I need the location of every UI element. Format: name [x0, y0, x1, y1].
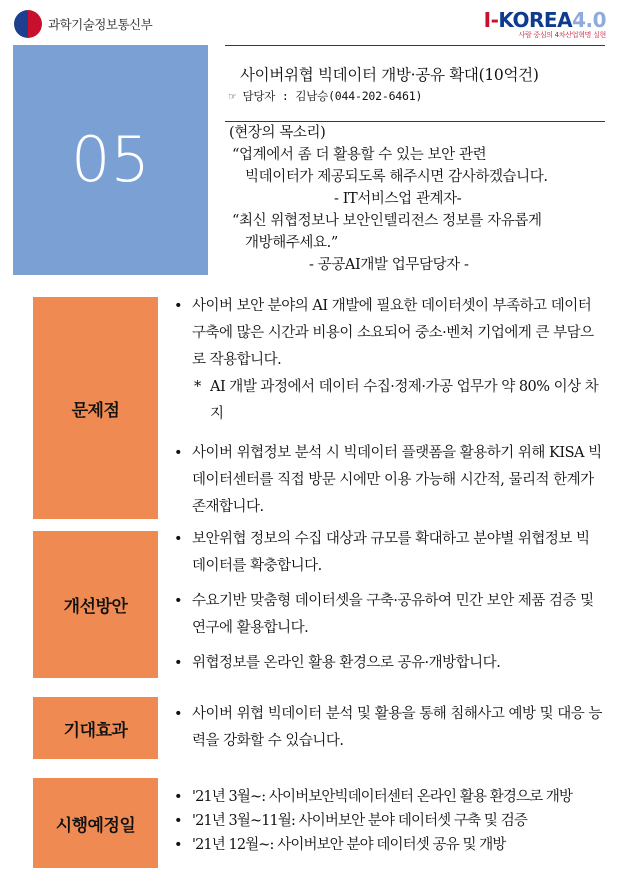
item-number: 05 [71, 123, 150, 196]
problem-content [172, 293, 602, 521]
voice-line: “업계에서 좀 더 활용할 수 있는 보안 관련 [232, 147, 487, 163]
problem-note: * AI 개발 과정에서 데이터 수집·정제·가공 업무가 약 80% 이상 차지 [172, 374, 602, 428]
government-emblem-icon [14, 10, 42, 38]
problem-bullet-2: • 사이버 위협정보 분석 시 빅데이터 플랫폼을 활용하기 위해 KISA 빅데이터센터를 직접 방문 시에만 이용 가능해 시간적, 물리적 한계가 존재합니다. [172, 440, 602, 521]
schedule-bullet-1: • '21년 3월~: 사이버보안빅데이터센터 온라인 활용 환경으로 개방 [172, 785, 602, 809]
i-korea-logo: I-KOREA4.0 사람 중심의 4차산업혁명 실현 [483, 8, 606, 39]
ministry-name: 과학기술정보통신부 [48, 17, 153, 32]
effect-bullet-1: • 사이버 위협 빅데이터 분석 및 활용을 통해 침해사고 예방 및 대응 능력을 강화할 수 있습니다. [172, 701, 602, 755]
brand-tagline: 사람 중심의 4차산업혁명 실현 [518, 31, 606, 39]
problem-bullet-1: • 사이버 보안 분야의 AI 개발에 필요한 데이터셋이 부족하고 데이터 구축에 많은 시간과 비용이 소요되어 중소·벤처 기업에게 큰 부담으로 작용합니다. [172, 293, 602, 374]
effect-content [172, 701, 602, 755]
voice-line: 개방해주세요.” [245, 235, 338, 251]
voice-line: - IT서비스업 관계자- [334, 191, 462, 207]
voice-line: - 공공AI개발 업무담당자 - [309, 257, 469, 273]
schedule-bullet-3: • '21년 12월~: 사이버보안 분야 데이터셋 공유 및 개방 [172, 833, 602, 857]
item-manager: ☞ 담당자 : 김남승(044-202-6461) [229, 89, 423, 103]
schedule-bullet-2: • '21년 3월~11월: 사이버보안 분야 데이터셋 구축 및 검증 [172, 809, 602, 833]
improvement-bullet-3: • 위협정보를 온라인 활용 환경으로 공유·개방합니다. [172, 650, 602, 677]
schedule-label: 시행예정일 [33, 778, 158, 868]
title-top-rule [225, 45, 605, 46]
voice-line: “최신 위협정보나 보안인텔리전스 정보를 자유롭게 [232, 213, 542, 229]
voice-line: (현장의 목소리) [229, 125, 326, 141]
improvement-label: 개선방안 [33, 531, 158, 678]
ministry-logo [14, 10, 152, 38]
voice-line: 빅데이터가 제공되도록 해주시면 감사하겠습니다. [245, 169, 548, 185]
improvement-content [172, 526, 602, 677]
problem-label: 문제점 [33, 297, 158, 519]
item-title: 사이버위협 빅데이터 개방·공유 확대(10억건) [240, 66, 539, 84]
improvement-bullet-1: • 보안위협 정보의 수집 대상과 규모를 확대하고 분야별 위협정보 빅데이터를 확충합니다. [172, 526, 602, 580]
improvement-bullet-2: • 수요기반 맞춤형 데이터셋을 구축·공유하여 민간 보안 제품 검증 및 연구에 활용합니다. [172, 588, 602, 642]
item-number-box [13, 45, 208, 275]
field-voice [229, 122, 609, 276]
schedule-content [172, 785, 602, 857]
effect-label: 기대효과 [33, 697, 158, 759]
